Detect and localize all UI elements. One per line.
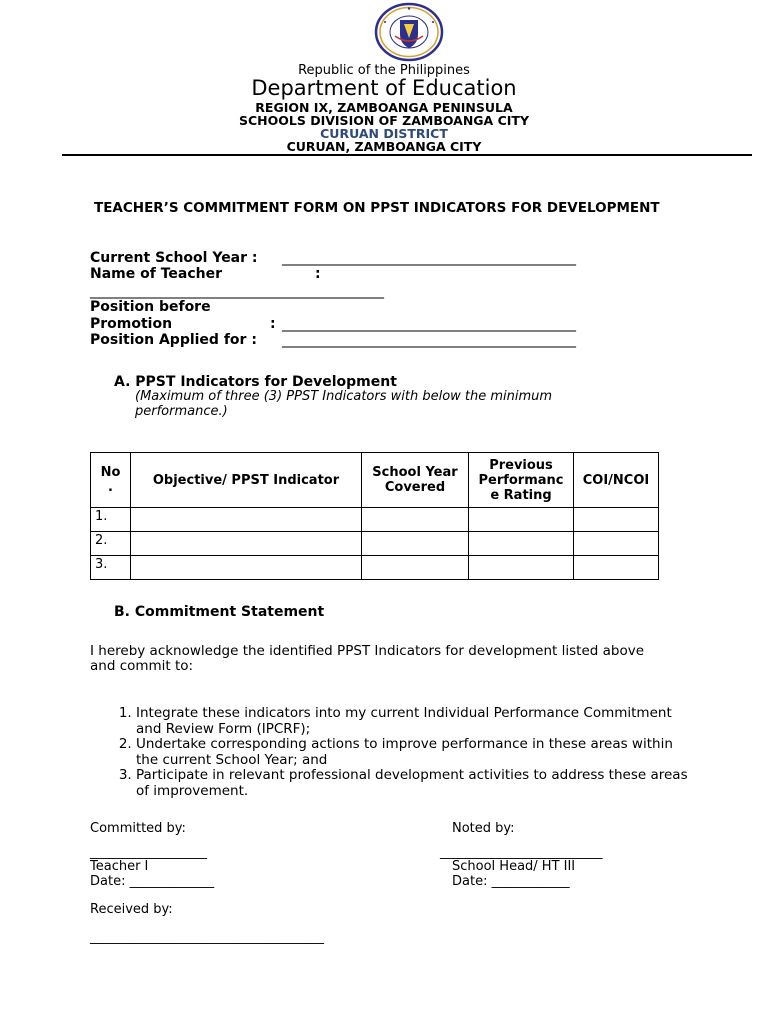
teacher-name-label: Name of Teacher — [90, 266, 223, 282]
row-number: 3. — [91, 556, 131, 580]
committed-by-label: Committed by: — [90, 821, 186, 836]
region-text: REGION IX, ZAMBOANGA PENINSULA — [255, 100, 513, 115]
position-applied-label: Position Applied for : — [90, 332, 257, 348]
objective-cell[interactable] — [131, 556, 362, 580]
school-head-role-label: School Head/ HT III — [452, 859, 576, 874]
noted-by-label: Noted by: — [452, 821, 515, 836]
promotion-label: Promotion — [90, 316, 173, 332]
objective-cell[interactable] — [131, 508, 362, 532]
received-by-label: Received by: — [90, 902, 173, 917]
row-number: 2. — [91, 532, 131, 556]
position-before-label: Position before — [90, 299, 211, 315]
table-row — [91, 508, 659, 532]
table-row — [91, 556, 659, 580]
col-coi-ncoi-header: COI/NCOI — [574, 453, 659, 508]
teacher-signature-line[interactable]: __________________ — [90, 845, 207, 860]
school-year-cell[interactable] — [362, 556, 469, 580]
school-year-cell[interactable] — [362, 532, 469, 556]
ppst-indicators-table — [90, 452, 659, 580]
division-text: SCHOOLS DIVISION OF ZAMBOANGA CITY — [239, 113, 529, 128]
coi-ncoi-cell[interactable] — [574, 556, 659, 580]
commitment-item: 2. Undertake corresponding actions to improve performance in these areas within the current School Year; and — [136, 737, 696, 768]
coi-ncoi-cell[interactable] — [574, 508, 659, 532]
school-year-label: Current School Year : — [90, 250, 258, 266]
previous-rating-cell[interactable] — [469, 532, 574, 556]
deped-seal-logo — [373, 2, 445, 62]
table-row — [91, 532, 659, 556]
table-header-row — [91, 453, 659, 508]
school-year-field[interactable]: __________________________________________ — [282, 250, 576, 266]
commitment-intro-line1: I hereby acknowledge the identified PPST Indicators for development listed above — [90, 643, 645, 659]
school-head-date-field[interactable]: Date: ____________ — [452, 874, 570, 889]
department-title: Department of Education — [251, 76, 517, 100]
col-school-year-header: School Year Covered — [362, 453, 469, 508]
commitment-list — [112, 706, 696, 799]
teacher-role-label: Teacher I — [90, 859, 149, 874]
section-a-note-line2: performance.) — [135, 404, 228, 419]
objective-cell[interactable] — [131, 532, 362, 556]
commitment-intro-line2: and commit to: — [90, 658, 194, 674]
section-a-title: A. PPST Indicators for Development — [114, 374, 397, 390]
commitment-item: 1. Integrate these indicators into my current Individual Performance Commitment and Review Form (IPCRF); — [136, 706, 696, 737]
header-divider — [62, 154, 752, 156]
coi-ncoi-cell[interactable] — [574, 532, 659, 556]
position-applied-field[interactable]: __________________________________________ — [282, 332, 576, 348]
district-text: CURUAN DISTRICT — [320, 126, 448, 141]
col-previous-rating-header: Previous Performanc e Rating — [469, 453, 574, 508]
teacher-date-field[interactable]: Date: _____________ — [90, 874, 215, 889]
previous-rating-cell[interactable] — [469, 508, 574, 532]
address-text: CURUAN, ZAMBOANGA CITY — [286, 139, 482, 154]
school-year-cell[interactable] — [362, 508, 469, 532]
previous-rating-cell[interactable] — [469, 556, 574, 580]
row-number: 1. — [91, 508, 131, 532]
position-before-field[interactable]: __________________________________________ — [282, 316, 576, 332]
col-objective-header: Objective/ PPST Indicator — [131, 453, 362, 508]
promotion-colon: : — [270, 316, 276, 332]
section-b-title: B. Commitment Statement — [114, 604, 325, 620]
republic-text: Republic of the Philippines — [298, 63, 470, 78]
col-no-header: No . — [91, 453, 131, 508]
teacher-name-field[interactable]: __________________________________________ — [90, 283, 384, 299]
teacher-name-colon: : — [315, 266, 321, 282]
form-title: TEACHER’S COMMITMENT FORM ON PPST INDICATORS FOR DEVELOPMENT — [94, 200, 660, 216]
head-signature-line[interactable]: _________________________ — [440, 845, 603, 860]
commitment-item: 3. Participate in relevant professional development activities to address these areas of improvement. — [136, 768, 696, 799]
section-a-note-line1: (Maximum of three (3) PPST Indicators with below the minimum — [135, 389, 553, 404]
received-signature-line[interactable]: ____________________________________ — [90, 930, 324, 945]
